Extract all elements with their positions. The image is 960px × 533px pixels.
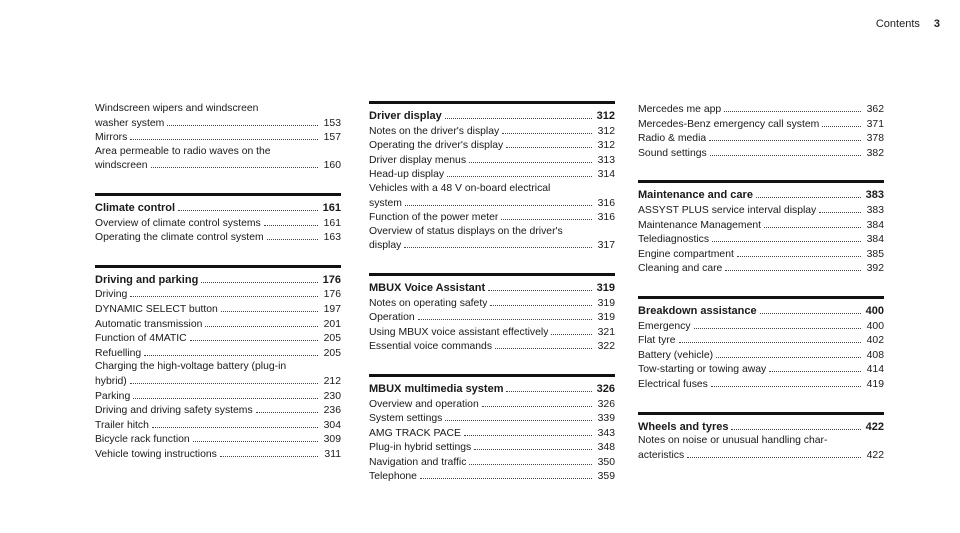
toc-entry-label: Driving — [95, 289, 128, 301]
dot-leader — [151, 158, 318, 168]
toc-page-number: 348 — [597, 442, 615, 454]
toc-page-number: 163 — [323, 232, 341, 244]
toc-entry-label: MBUX multimedia system — [369, 382, 504, 395]
toc-page-number: 402 — [866, 335, 884, 347]
toc-page-number: 339 — [597, 413, 615, 425]
toc-entry[interactable] — [638, 232, 884, 247]
toc-entry[interactable] — [95, 374, 341, 389]
toc-entry[interactable] — [95, 158, 341, 173]
toc-entry-label: Trailer hitch — [95, 419, 149, 431]
toc-page-number: 371 — [866, 118, 884, 130]
dot-leader — [469, 153, 592, 163]
toc-section-heading[interactable] — [638, 420, 884, 435]
toc-page-number: 400 — [866, 320, 884, 332]
toc-entry-text: Overview of status displays on the driver's — [369, 225, 563, 237]
toc-entry-text: Notes on noise or unusual handling char- — [638, 435, 828, 447]
toc-page-number: 236 — [323, 405, 341, 417]
toc-page-number: 384 — [866, 219, 884, 231]
dot-leader — [769, 362, 861, 372]
toc-entry[interactable] — [369, 411, 615, 426]
toc-entry[interactable] — [95, 331, 341, 346]
toc-page-number: 422 — [866, 449, 884, 461]
toc-entry[interactable] — [369, 426, 615, 441]
section-gap — [638, 276, 884, 296]
toc-entry[interactable] — [638, 102, 884, 117]
toc-column-3 — [638, 102, 884, 462]
toc-entry-label: Plug-in hybrid settings — [369, 442, 472, 454]
dot-leader — [737, 247, 861, 257]
dot-leader — [679, 333, 861, 343]
toc-entry[interactable] — [638, 333, 884, 348]
toc-entry-label: Function of 4MATIC — [95, 333, 187, 345]
section-gap — [638, 392, 884, 412]
toc-entry[interactable] — [369, 455, 615, 470]
toc-entry-label: Head-up display — [369, 169, 445, 181]
toc-section-heading[interactable] — [638, 188, 884, 203]
page-number: 3 — [933, 18, 940, 30]
toc-entry[interactable] — [638, 377, 884, 392]
toc-entry-label: Using MBUX voice assistant effectively — [369, 326, 549, 338]
toc-entry-label: Vehicle towing instructions — [95, 448, 217, 460]
dot-leader — [694, 319, 861, 329]
toc-entry[interactable] — [95, 447, 341, 462]
dot-leader — [201, 273, 318, 283]
toc-page-number: 414 — [866, 364, 884, 376]
dot-leader — [711, 377, 861, 387]
toc-entry[interactable] — [369, 167, 615, 182]
toc-entry[interactable] — [369, 210, 615, 225]
section-rule — [638, 180, 884, 183]
toc-page-number: 312 — [596, 110, 615, 122]
toc-entry-label: Navigation and traffic — [369, 456, 467, 468]
dot-leader — [130, 287, 318, 297]
toc-entry-label: Mirrors — [95, 132, 128, 144]
toc-page-number: 326 — [597, 398, 615, 410]
toc-entry[interactable] — [638, 362, 884, 377]
toc-entry[interactable] — [369, 153, 615, 168]
dot-leader — [420, 469, 592, 479]
toc-page-number: 157 — [323, 132, 341, 144]
toc-page-number: 408 — [866, 349, 884, 361]
toc-entry[interactable] — [369, 469, 615, 484]
toc-page-number: 314 — [597, 169, 615, 181]
toc-entry-label: Operating the climate control system — [95, 232, 264, 244]
toc-entry[interactable] — [369, 238, 615, 253]
toc-page-number: 161 — [323, 217, 341, 229]
section-rule — [369, 273, 615, 276]
toc-entry-label: Refuelling — [95, 347, 142, 359]
toc-entry-label: Maintenance Management — [638, 219, 762, 231]
dot-leader — [144, 346, 318, 356]
dot-leader — [760, 304, 861, 314]
toc-entry-label: Parking — [95, 390, 131, 402]
toc-page-number: 312 — [597, 125, 615, 137]
header-title: Contents — [875, 18, 920, 30]
toc-entry[interactable] — [95, 287, 341, 302]
toc-entry[interactable] — [638, 448, 884, 463]
toc-entry-label: system — [369, 197, 402, 209]
toc-entry-label: System settings — [369, 413, 443, 425]
toc-entry-label: Flat tyre — [638, 335, 676, 347]
toc-page-number: 322 — [597, 341, 615, 353]
toc-section-heading[interactable] — [369, 281, 615, 296]
dot-leader — [167, 116, 318, 126]
toc-entry[interactable] — [638, 131, 884, 146]
dot-leader — [551, 325, 592, 335]
dot-leader — [506, 138, 592, 148]
toc-page-number: 230 — [323, 390, 341, 402]
toc-page-number: 153 — [323, 117, 341, 129]
toc-page-number: 383 — [865, 189, 884, 202]
toc-page-number: 311 — [324, 448, 341, 460]
dot-leader — [724, 102, 861, 112]
toc-entry-label: Telediagnostics — [638, 234, 710, 246]
toc-entry-text: Vehicles with a 48 V on-board electrical — [369, 182, 551, 194]
dot-leader — [464, 426, 592, 436]
toc-entry-label: Automatic transmission — [95, 318, 203, 330]
toc-page-number: 205 — [323, 333, 341, 345]
toc-page-number: 313 — [597, 154, 615, 166]
toc-page-number: 319 — [597, 297, 615, 309]
dot-leader — [220, 447, 318, 457]
toc-page-number: 201 — [323, 318, 341, 330]
toc-column-2 — [369, 101, 615, 484]
section-gap — [95, 173, 341, 193]
dot-leader — [712, 232, 861, 242]
dot-leader — [502, 124, 592, 134]
toc-entry-label: Mercedes me app — [638, 104, 722, 115]
toc-page-number: 176 — [323, 289, 341, 301]
toc-entry-text: Charging the high-voltage battery (plug-in — [95, 361, 287, 373]
toc-entry[interactable] — [95, 418, 341, 433]
toc-entry[interactable] — [369, 138, 615, 153]
toc-page-number: 383 — [866, 204, 884, 216]
dot-leader — [764, 218, 861, 228]
toc-page-number: 385 — [866, 248, 884, 260]
toc-entry[interactable] — [369, 397, 615, 412]
dot-leader — [130, 130, 318, 140]
toc-entry[interactable] — [369, 124, 615, 139]
toc-page-number: 197 — [323, 303, 341, 315]
toc-entry[interactable] — [369, 296, 615, 311]
dot-leader — [756, 188, 861, 198]
toc-page-number: 343 — [597, 427, 615, 439]
dot-leader — [488, 281, 592, 291]
toc-entry[interactable] — [95, 389, 341, 404]
toc-entry-label: Radio & media — [638, 133, 707, 145]
toc-entry-label: Climate control — [95, 201, 176, 214]
toc-entry-label: windscreen — [95, 160, 148, 172]
dot-leader — [501, 210, 592, 220]
toc-entry[interactable] — [638, 319, 884, 334]
toc-entry-label: hybrid) — [95, 375, 127, 387]
dot-leader — [264, 216, 318, 226]
toc-entry[interactable] — [638, 117, 884, 132]
toc-page-number: 316 — [597, 197, 615, 209]
toc-column-1 — [95, 102, 341, 461]
toc-entry-label: Emergency — [638, 320, 691, 332]
dot-leader — [221, 302, 318, 312]
dot-leader — [506, 382, 592, 392]
toc-entry-label: Breakdown assistance — [638, 304, 757, 317]
toc-entry-label: washer system — [95, 117, 165, 129]
toc-entry-label: Electrical fuses — [638, 378, 708, 390]
toc-page-number: 359 — [597, 471, 615, 483]
toc-entry[interactable] — [95, 432, 341, 447]
toc-section-heading[interactable] — [638, 304, 884, 319]
dot-leader — [405, 196, 592, 206]
dot-leader — [469, 455, 592, 465]
toc-entry[interactable] — [638, 146, 884, 161]
toc-entry[interactable] — [638, 261, 884, 276]
toc-page-number: 350 — [597, 456, 615, 468]
dot-leader — [256, 403, 318, 413]
toc-entry-label: Maintenance and care — [638, 189, 753, 202]
toc-page-number: 419 — [866, 378, 884, 390]
toc-entry-label: Battery (vehicle) — [638, 349, 714, 361]
toc-page-number: 205 — [323, 347, 341, 359]
toc-page-number: 317 — [597, 240, 615, 252]
section-gap — [638, 160, 884, 180]
page-header — [876, 18, 940, 30]
toc-page-number: 316 — [597, 212, 615, 224]
toc-entry-label: Wheels and tyres — [638, 420, 729, 433]
toc-entry-label: Telephone — [369, 471, 417, 483]
section-rule — [638, 412, 884, 415]
dot-leader — [822, 117, 861, 127]
dot-leader — [687, 448, 861, 458]
toc-page-number: 362 — [866, 104, 884, 115]
toc-entry[interactable] — [95, 346, 341, 361]
toc-entry[interactable] — [369, 339, 615, 354]
toc-entry[interactable] — [95, 216, 341, 231]
toc-page-number: 312 — [597, 140, 615, 152]
toc-entry[interactable] — [638, 203, 884, 218]
toc-entry-label: Notes on the driver's display — [369, 125, 500, 137]
toc-entry-label: acteristics — [638, 449, 685, 461]
toc-entry-label: Overview of climate control systems — [95, 217, 261, 229]
toc-entry[interactable] — [95, 403, 341, 418]
section-rule — [369, 374, 615, 377]
toc-entry-label: Driver display menus — [369, 154, 467, 166]
toc-entry-text: Area permeable to radio waves on the — [95, 145, 271, 157]
dot-leader — [709, 131, 861, 141]
dot-leader — [418, 310, 592, 320]
toc-entry[interactable] — [638, 348, 884, 363]
toc-entry-label: Essential voice commands — [369, 341, 493, 353]
toc-page-number: 326 — [596, 382, 615, 395]
toc-page-number: 309 — [323, 434, 341, 446]
toc-page-number: 304 — [323, 419, 341, 431]
toc-entry-label: Engine compartment — [638, 248, 734, 260]
toc-section-heading[interactable] — [95, 201, 341, 216]
toc-page-number: 382 — [866, 147, 884, 159]
dot-leader — [474, 440, 592, 450]
toc-page-number: 321 — [597, 326, 615, 338]
toc-entry[interactable] — [95, 230, 341, 245]
dot-leader — [447, 167, 592, 177]
toc-page-number: 384 — [866, 234, 884, 246]
section-rule — [95, 193, 341, 196]
toc-entry-label: Function of the power meter — [369, 212, 499, 224]
dot-leader — [819, 203, 861, 213]
section-gap — [369, 253, 615, 273]
toc-page-number: 319 — [597, 312, 615, 324]
dot-leader — [205, 317, 318, 327]
dot-leader — [404, 238, 592, 248]
toc-entry[interactable] — [638, 218, 884, 233]
toc-page-number: 161 — [322, 201, 341, 214]
dot-leader — [495, 339, 592, 349]
toc-page-number: 212 — [323, 375, 341, 387]
toc-entry-label: Operating the driver's display — [369, 140, 504, 152]
dot-leader — [152, 418, 318, 428]
toc-entry-label: DYNAMIC SELECT button — [95, 303, 218, 315]
dot-leader — [445, 411, 592, 421]
toc-entry[interactable] — [369, 325, 615, 340]
toc-page-number: 378 — [866, 133, 884, 145]
toc-page-number: 392 — [866, 263, 884, 275]
dot-leader — [130, 374, 318, 384]
toc-entry-label: Notes on operating safety — [369, 297, 488, 309]
dot-leader — [731, 420, 861, 430]
toc-entry-label: Cleaning and care — [638, 263, 723, 275]
section-rule — [95, 265, 341, 268]
dot-leader — [490, 296, 592, 306]
dot-leader — [716, 348, 861, 358]
toc-page-number: 422 — [865, 420, 884, 433]
dot-leader — [190, 331, 318, 341]
toc-section-heading[interactable] — [369, 109, 615, 124]
toc-entry-label: Bicycle rack function — [95, 434, 190, 446]
toc-entry[interactable] — [95, 130, 341, 145]
toc-entry-label: MBUX Voice Assistant — [369, 281, 486, 294]
dot-leader — [725, 261, 861, 271]
dot-leader — [193, 432, 318, 442]
section-rule — [369, 101, 615, 104]
toc-entry-label: Overview and operation — [369, 398, 479, 410]
toc-entry-label: display — [369, 240, 402, 252]
dot-leader — [178, 201, 318, 211]
toc-entry-label: Driver display — [369, 110, 442, 122]
section-gap — [369, 354, 615, 374]
toc-entry-label: ASSYST PLUS service interval display — [638, 204, 817, 216]
toc-page-number: 400 — [865, 304, 884, 317]
toc-entry-label: Driving and parking — [95, 273, 199, 286]
toc-entry[interactable] — [95, 317, 341, 332]
toc-page-number: 160 — [323, 160, 341, 172]
dot-leader — [482, 397, 592, 407]
toc-entry-label: Tow-starting or towing away — [638, 364, 767, 376]
toc-entry-label: Mercedes-Benz emergency call system — [638, 118, 820, 130]
toc-entry-label: Sound settings — [638, 147, 707, 159]
dot-leader — [133, 389, 318, 399]
toc-entry[interactable] — [369, 196, 615, 211]
toc-entry-label: Driving and driving safety systems — [95, 405, 253, 417]
toc-section-heading[interactable] — [95, 273, 341, 288]
toc-entry[interactable] — [369, 440, 615, 455]
section-gap — [95, 245, 341, 265]
toc-entry-label: Operation — [369, 312, 415, 324]
toc-entry[interactable] — [95, 302, 341, 317]
section-rule — [638, 296, 884, 299]
toc-page-number: 176 — [322, 273, 341, 286]
toc-entry[interactable] — [369, 310, 615, 325]
toc-entry-text: Windscreen wipers and windscreen — [95, 103, 259, 114]
toc-entry[interactable] — [638, 247, 884, 262]
dot-leader — [267, 230, 318, 240]
dot-leader — [710, 146, 861, 156]
dot-leader — [445, 109, 592, 119]
toc-page-number: 319 — [596, 281, 615, 294]
toc-entry-label: AMG TRACK PACE — [369, 427, 461, 439]
toc-entry[interactable] — [95, 116, 341, 131]
toc-section-heading[interactable] — [369, 382, 615, 397]
